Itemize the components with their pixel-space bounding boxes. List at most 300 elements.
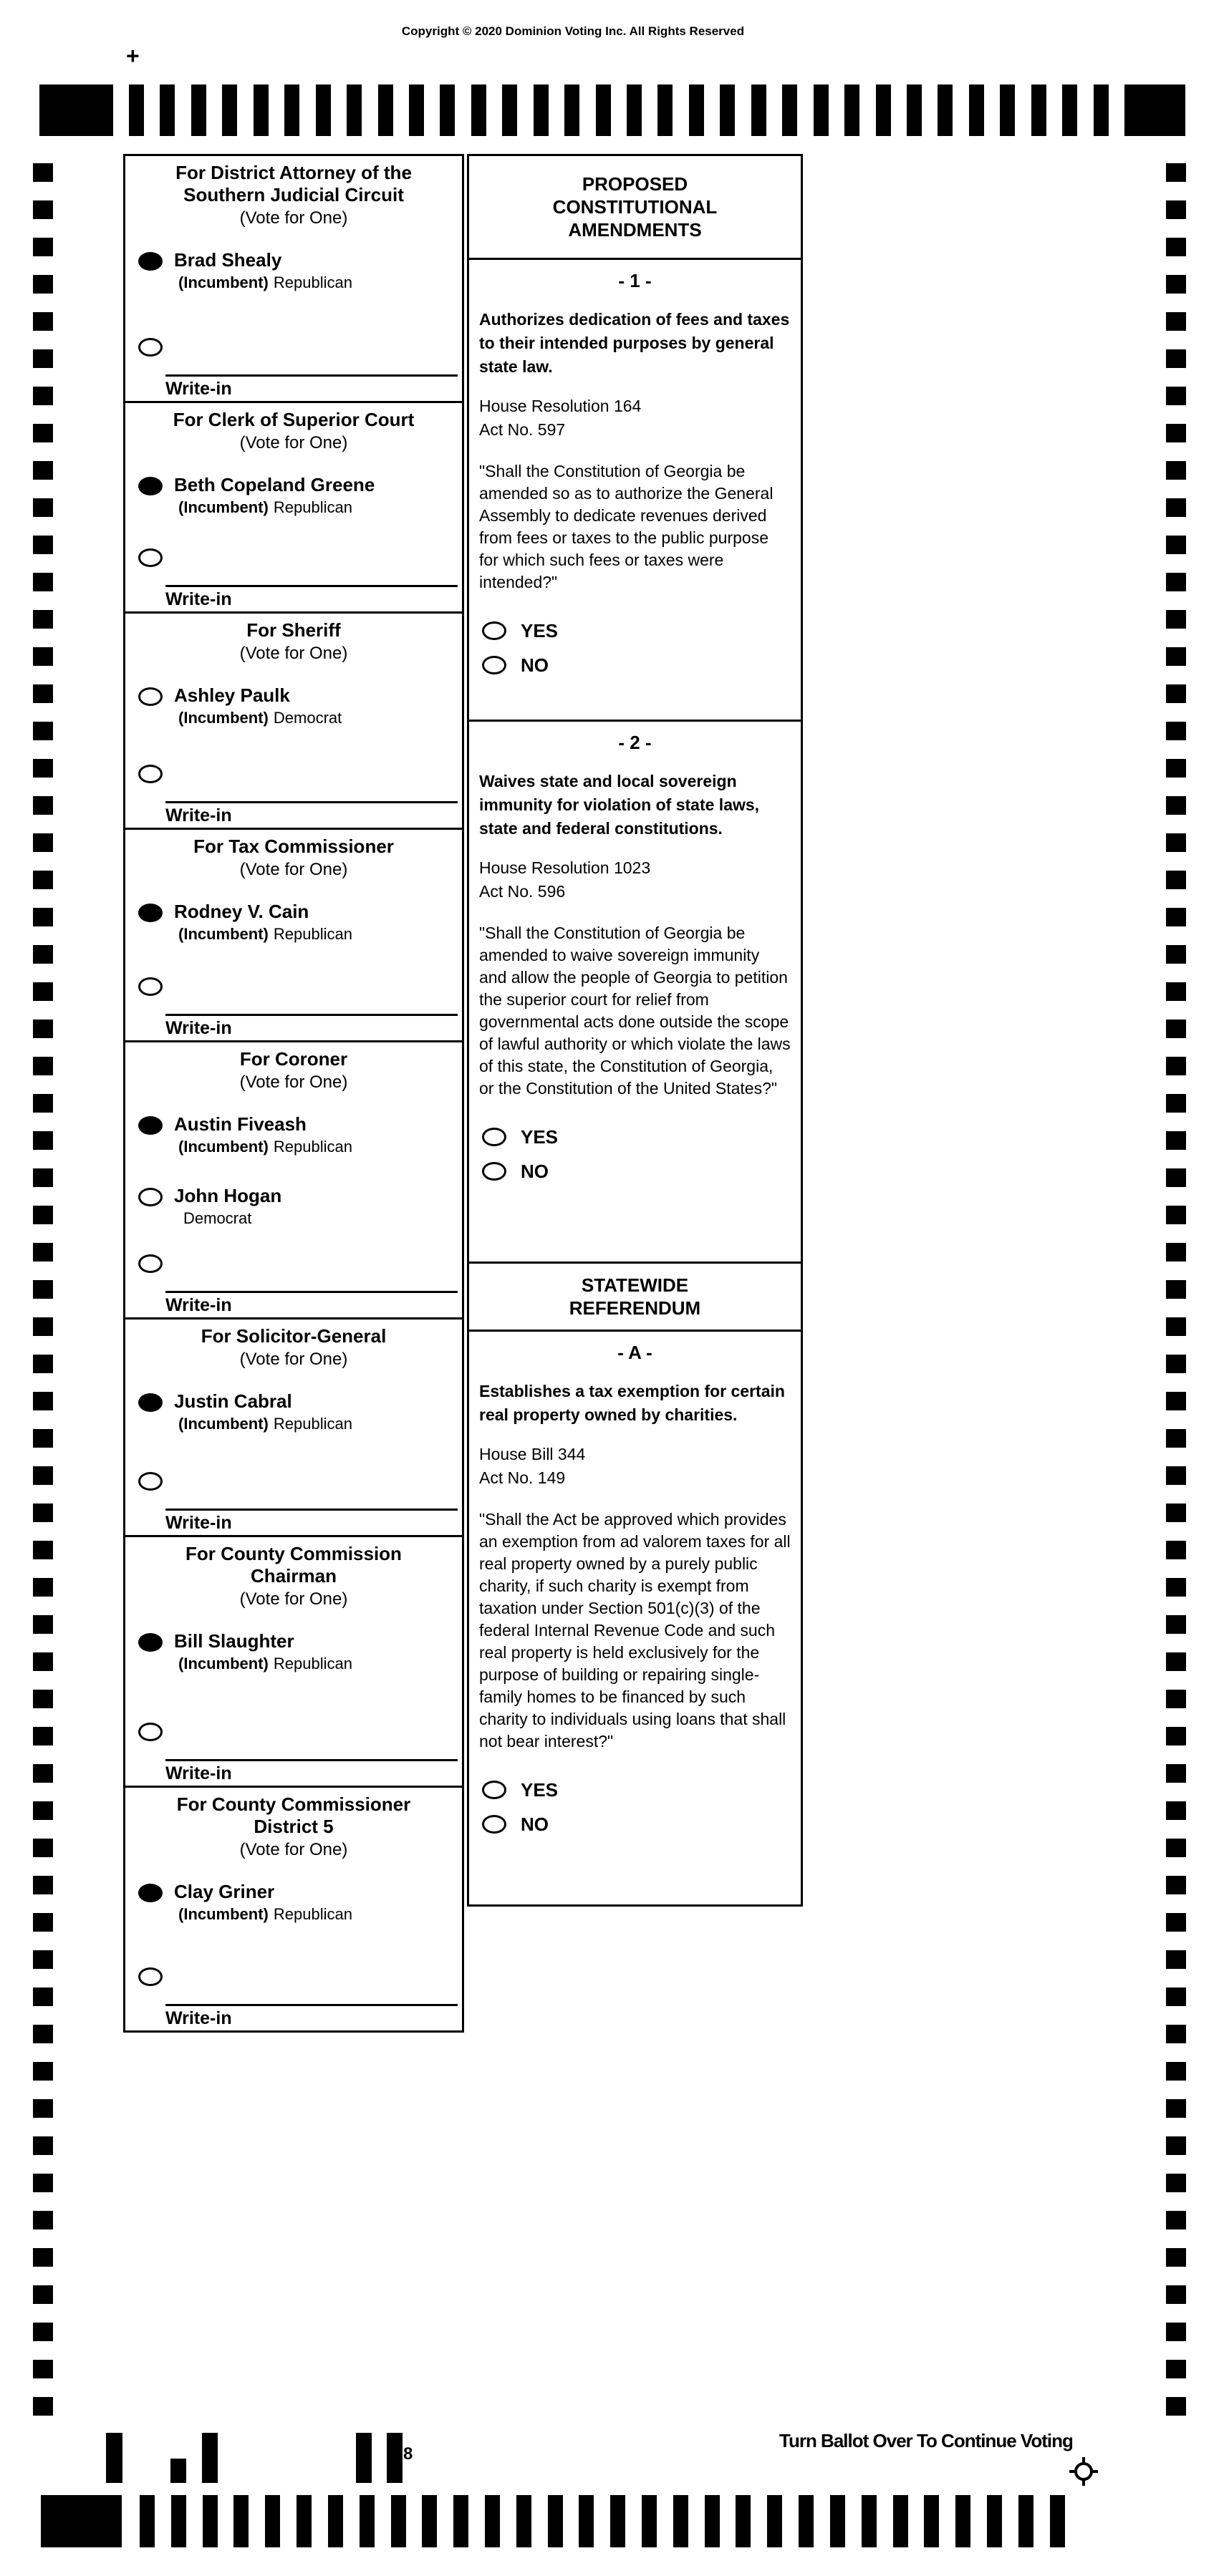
timing-mark xyxy=(1166,536,1186,554)
timing-mark xyxy=(33,1541,53,1559)
timing-mark xyxy=(1166,238,1186,256)
write-in-oval[interactable] xyxy=(138,1967,163,1986)
candidate-oval[interactable] xyxy=(138,687,163,706)
candidate-party: Democrat xyxy=(183,1209,252,1227)
timing-mark xyxy=(564,84,579,136)
timing-mark xyxy=(1094,84,1109,136)
timing-mark xyxy=(33,1950,53,1969)
timing-mark xyxy=(471,84,486,136)
barcode-bar xyxy=(170,2459,186,2483)
measure-number: - A - xyxy=(617,1342,652,1363)
measure-reference: House Bill 344 Act No. 149 xyxy=(479,1445,586,1487)
write-in-line[interactable] xyxy=(165,1291,458,1316)
no-label: NO xyxy=(521,1813,549,1835)
no-oval[interactable] xyxy=(482,656,506,674)
timing-mark xyxy=(33,1839,53,1857)
timing-mark xyxy=(534,84,549,136)
timing-mark xyxy=(33,871,53,889)
timing-mark xyxy=(360,2495,375,2547)
timing-mark xyxy=(1166,684,1186,703)
contest-coroner xyxy=(125,1042,462,1320)
timing-mark xyxy=(1166,498,1186,517)
vote-instruction: (Vote for One) xyxy=(239,1072,348,1092)
timing-mark xyxy=(378,84,393,136)
timing-mark xyxy=(33,238,53,256)
timing-mark xyxy=(1166,200,1186,219)
write-in-label: Write-in xyxy=(165,379,232,399)
timing-mark xyxy=(1166,1243,1186,1262)
contest-title: For County Commission Chairman xyxy=(185,1543,402,1587)
candidate-oval[interactable] xyxy=(138,477,163,495)
timing-mark xyxy=(1166,2323,1186,2341)
no-oval[interactable] xyxy=(482,1815,506,1834)
timing-mark xyxy=(955,2495,970,2547)
timing-mark xyxy=(705,2495,720,2547)
timing-mark xyxy=(657,84,673,136)
timing-marks xyxy=(129,84,1109,136)
timing-mark xyxy=(548,2495,563,2547)
yes-option xyxy=(482,1773,791,1807)
write-in-oval[interactable] xyxy=(138,338,163,357)
timing-mark xyxy=(1166,871,1186,889)
measure-question: "Shall the Act be approved which provides an exemption from ad valorem taxes for all real property owned by a purely public charity, if such charity is exempt from taxation under Section 501(c)(3) of the federal Internal Revenue Code and such real property is held exclusively for the purpose of building or repairing single-family homes to be financed by such charity to individuals using loans that shall not bear interest?" xyxy=(479,1510,791,1751)
timing-mark xyxy=(1166,1280,1186,1299)
candidate-oval[interactable] xyxy=(138,904,163,922)
timing-block xyxy=(39,84,113,136)
timing-mark xyxy=(33,610,53,629)
timing-mark xyxy=(610,2495,625,2547)
timing-mark xyxy=(893,2495,908,2547)
contest-title: For Sheriff xyxy=(246,619,341,641)
timing-mark xyxy=(191,84,206,136)
timing-mark xyxy=(33,722,53,740)
yes-option xyxy=(482,614,791,648)
timing-mark xyxy=(129,84,144,136)
timing-mark xyxy=(1031,84,1046,136)
write-in-line[interactable] xyxy=(165,585,458,610)
timing-mark xyxy=(814,84,829,136)
write-in-line[interactable] xyxy=(165,374,458,400)
timing-mark xyxy=(33,1429,53,1448)
timing-mark xyxy=(160,84,175,136)
measure-amendment-2 xyxy=(469,722,801,1264)
contest-title: For District Attorney of the Southern Judicial Circuit xyxy=(175,162,412,205)
timing-mark xyxy=(33,2099,53,2118)
statewide-referendum-header: STATEWIDE REFERENDUM xyxy=(469,1264,801,1332)
candidate-party: (Incumbent) Republican xyxy=(178,1655,352,1672)
timing-mark xyxy=(579,2495,594,2547)
write-in-label: Write-in xyxy=(165,1295,232,1315)
vote-instruction: (Vote for One) xyxy=(239,1840,348,1859)
write-in-label: Write-in xyxy=(165,1763,232,1783)
timing-mark xyxy=(33,684,53,703)
timing-mark xyxy=(1166,1578,1186,1597)
timing-mark xyxy=(1166,982,1186,1001)
timing-mark xyxy=(33,1168,53,1187)
timing-mark xyxy=(1166,2062,1186,2081)
timing-mark xyxy=(33,312,53,331)
candidate-party: (Incumbent) Republican xyxy=(178,925,352,943)
barcode-bar xyxy=(356,2433,372,2483)
contest-title: For Solicitor-General xyxy=(201,1325,387,1347)
contest-county-commission-chairman xyxy=(125,1537,462,1788)
timing-mark xyxy=(409,84,424,136)
timing-mark xyxy=(33,1206,53,1224)
timing-mark xyxy=(33,1504,53,1522)
timing-mark xyxy=(689,84,704,136)
contest-title: For Coroner xyxy=(239,1048,348,1070)
yes-oval[interactable] xyxy=(482,1781,506,1799)
timing-mark xyxy=(33,1280,53,1299)
write-in-label: Write-in xyxy=(165,589,232,609)
timing-mark xyxy=(1166,2025,1186,2043)
timing-mark xyxy=(1166,1504,1186,1522)
timing-mark xyxy=(736,2495,751,2547)
timing-mark xyxy=(1166,1541,1186,1559)
timing-mark xyxy=(1166,275,1186,294)
timing-mark xyxy=(33,1690,53,1708)
timing-mark xyxy=(265,2495,280,2547)
timing-mark xyxy=(254,84,269,136)
timing-mark xyxy=(1166,387,1186,405)
timing-mark xyxy=(297,2495,312,2547)
barcode-symbol: 8 xyxy=(403,2444,413,2464)
timing-mark xyxy=(1166,2285,1186,2304)
measure-reference: House Resolution 164 Act No. 597 xyxy=(479,397,642,439)
timing-mark xyxy=(33,163,53,182)
candidate-row xyxy=(138,1881,456,1924)
contest-district-attorney xyxy=(125,156,462,403)
candidate-row xyxy=(138,901,456,944)
measure-number: - 1 - xyxy=(618,270,652,291)
timing-mark xyxy=(33,2211,53,2229)
timing-mark xyxy=(33,1652,53,1671)
no-label: NO xyxy=(521,654,549,676)
timing-mark xyxy=(1166,1094,1186,1113)
write-in-line[interactable] xyxy=(165,1759,458,1784)
timing-mark xyxy=(33,1876,53,1894)
candidate-name: Clay Griner xyxy=(174,1881,275,1902)
timing-block xyxy=(41,2495,122,2547)
timing-mark xyxy=(1166,908,1186,926)
timing-mark xyxy=(1166,163,1186,182)
no-label: NO xyxy=(521,1160,549,1182)
no-oval[interactable] xyxy=(482,1162,506,1181)
timing-mark xyxy=(33,1020,53,1038)
vote-instruction: (Vote for One) xyxy=(239,1589,348,1609)
write-in-line[interactable] xyxy=(165,1509,458,1534)
candidate-oval[interactable] xyxy=(138,1116,163,1135)
timing-mark xyxy=(33,1094,53,1113)
contests-column xyxy=(123,154,464,2033)
timing-mark xyxy=(642,2495,657,2547)
timing-mark xyxy=(33,647,53,666)
timing-mark xyxy=(33,1466,53,1485)
timing-mark xyxy=(844,84,859,136)
timing-mark xyxy=(140,2495,155,2547)
timing-mark xyxy=(33,1392,53,1410)
contest-title: For Tax Commissioner xyxy=(193,836,394,857)
timing-mark xyxy=(33,1913,53,1932)
vote-instruction: (Vote for One) xyxy=(239,208,348,228)
timing-mark xyxy=(767,2495,782,2547)
candidate-row xyxy=(138,1390,456,1433)
candidate-party: (Incumbent) Republican xyxy=(178,1905,352,1923)
timing-mark xyxy=(751,84,766,136)
timing-mark xyxy=(502,84,517,136)
timing-mark xyxy=(33,1987,53,2006)
timing-mark xyxy=(1166,722,1186,740)
timing-mark xyxy=(33,275,53,294)
candidate-party: (Incumbent) Republican xyxy=(178,1138,352,1156)
timing-mark xyxy=(33,2248,53,2267)
candidate-oval[interactable] xyxy=(138,1884,163,1902)
timing-mark xyxy=(1050,2495,1065,2547)
timing-mark xyxy=(222,84,237,136)
candidate-row xyxy=(138,1113,456,1156)
timing-mark xyxy=(316,84,331,136)
timing-mark xyxy=(171,2495,186,2547)
proposed-amendments-header: PROPOSED CONSTITUTIONAL AMENDMENTS xyxy=(469,156,801,260)
timing-mark xyxy=(33,498,53,517)
timing-mark xyxy=(1062,84,1077,136)
timing-mark xyxy=(1166,647,1186,666)
write-in-oval[interactable] xyxy=(138,1723,163,1741)
timing-mark xyxy=(33,2323,53,2341)
contest-title: For County Commissioner District 5 xyxy=(176,1793,411,1837)
candidate-oval[interactable] xyxy=(138,1393,163,1412)
write-in-label: Write-in xyxy=(165,805,232,825)
contest-title: For Clerk of Superior Court xyxy=(173,409,415,430)
timing-mark xyxy=(33,982,53,1001)
timing-mark xyxy=(1166,759,1186,778)
timing-mark xyxy=(782,84,797,136)
candidate-row xyxy=(138,1630,456,1673)
timing-mark xyxy=(876,84,891,136)
timing-mark xyxy=(33,200,53,219)
write-in-label: Write-in xyxy=(165,2008,232,2028)
timing-mark xyxy=(33,833,53,852)
timing-mark-row-bottom xyxy=(41,2495,1065,2547)
candidate-oval[interactable] xyxy=(138,1188,163,1206)
write-in-oval[interactable] xyxy=(138,548,163,567)
candidate-name: Ashley Paulk xyxy=(174,684,290,706)
candidate-row xyxy=(138,1185,456,1228)
timing-mark xyxy=(33,796,53,815)
timing-mark xyxy=(1166,2136,1186,2155)
timing-marks xyxy=(140,2495,1065,2547)
timing-mark xyxy=(1166,1876,1186,1894)
timing-mark xyxy=(33,536,53,554)
timing-mark xyxy=(627,84,642,136)
candidate-party: (Incumbent) Republican xyxy=(178,1415,352,1433)
timing-mark xyxy=(1000,84,1015,136)
candidate-name: Beth Copeland Greene xyxy=(174,474,375,495)
timing-mark xyxy=(1166,2211,1186,2229)
candidate-oval[interactable] xyxy=(138,1633,163,1652)
vote-instruction: (Vote for One) xyxy=(239,1350,348,1369)
measure-number: - 2 - xyxy=(618,732,652,753)
candidate-row xyxy=(138,684,456,727)
timing-mark xyxy=(1166,1317,1186,1336)
timing-mark xyxy=(33,2174,53,2192)
contest-sheriff xyxy=(125,614,462,830)
candidate-oval[interactable] xyxy=(138,252,163,271)
timing-mark xyxy=(1166,1131,1186,1150)
contest-clerk-superior-court xyxy=(125,403,462,614)
timing-mark xyxy=(938,84,953,136)
candidate-party: (Incumbent) Republican xyxy=(178,498,352,516)
timing-mark xyxy=(1166,1913,1186,1932)
yes-oval[interactable] xyxy=(482,621,506,640)
vote-instruction: (Vote for One) xyxy=(239,860,348,879)
timing-mark xyxy=(1166,1020,1186,1038)
registration-target-icon xyxy=(1069,2457,1098,2486)
candidate-name: Austin Fiveash xyxy=(174,1113,307,1135)
timing-mark xyxy=(422,2495,437,2547)
timing-mark xyxy=(1166,2248,1186,2267)
timing-mark xyxy=(328,2495,343,2547)
measure-reference: House Resolution 1023 Act No. 596 xyxy=(479,858,651,901)
timing-mark xyxy=(33,908,53,926)
vote-instruction: (Vote for One) xyxy=(239,644,348,663)
write-in-line[interactable] xyxy=(165,1014,458,1039)
timing-mark xyxy=(1166,833,1186,852)
timing-mark xyxy=(33,461,53,480)
timing-mark xyxy=(1166,1839,1186,1857)
timing-mark xyxy=(1166,1652,1186,1671)
measure-question: "Shall the Constitution of Georgia be amended to waive sovereign immunity and allow the people of Georgia to petition the superior court for relief from governmental acts done outside the scope of lawful authority or which violate the laws of this state, the Constitution of Georgia, or the Constitution of the United States?" xyxy=(479,924,791,1098)
timing-mark xyxy=(33,424,53,442)
timing-mark-column-left xyxy=(33,163,53,2416)
barcode-bar xyxy=(106,2433,122,2483)
timing-mark xyxy=(924,2495,939,2547)
timing-mark xyxy=(33,1578,53,1597)
timing-mark xyxy=(969,84,984,136)
write-in-oval[interactable] xyxy=(138,1254,163,1273)
timing-mark xyxy=(1166,349,1186,368)
copyright-notice: Copyright © 2020 Dominion Voting Inc. All Rights Reserved xyxy=(401,24,745,38)
timing-mark xyxy=(33,1727,53,1745)
no-option xyxy=(482,1807,791,1841)
timing-mark xyxy=(391,2495,406,2547)
timing-mark xyxy=(987,2495,1002,2547)
timing-mark xyxy=(1166,461,1186,480)
timing-mark xyxy=(33,759,53,778)
candidate-name: Justin Cabral xyxy=(174,1390,292,1412)
barcode-bar xyxy=(387,2433,403,2483)
timing-mark xyxy=(1166,1987,1186,2006)
timing-mark xyxy=(33,2397,53,2416)
contest-county-commissioner-district-5 xyxy=(125,1788,462,2030)
timing-mark xyxy=(1166,796,1186,815)
write-in-label: Write-in xyxy=(165,1513,232,1533)
timing-mark xyxy=(33,2062,53,2081)
timing-mark xyxy=(33,1615,53,1634)
timing-mark xyxy=(1166,2174,1186,2192)
timing-mark xyxy=(485,2495,500,2547)
measure-summary: Establishes a tax exemption for certain real property owned by charities. xyxy=(479,1382,785,1424)
contest-tax-commissioner xyxy=(125,830,462,1042)
timing-mark xyxy=(1166,2397,1186,2416)
timing-block xyxy=(1124,84,1185,136)
yes-label: YES xyxy=(521,1125,559,1148)
timing-mark xyxy=(233,2495,249,2547)
candidate-row xyxy=(138,249,456,292)
timing-mark xyxy=(720,84,735,136)
candidate-name: John Hogan xyxy=(174,1185,282,1206)
timing-mark xyxy=(440,84,455,136)
candidate-name: Brad Shealy xyxy=(174,249,282,271)
vote-instruction: (Vote for One) xyxy=(239,433,348,452)
write-in-oval[interactable] xyxy=(138,765,163,783)
registration-plus-icon: + xyxy=(126,43,140,69)
candidate-name: Rodney V. Cain xyxy=(174,901,309,922)
timing-mark xyxy=(1166,1429,1186,1448)
yes-label: YES xyxy=(521,1778,559,1801)
timing-mark xyxy=(1166,1466,1186,1485)
timing-mark xyxy=(1166,1615,1186,1634)
candidate-name: Bill Slaughter xyxy=(174,1630,294,1652)
timing-mark xyxy=(907,84,922,136)
timing-mark xyxy=(33,2285,53,2304)
measure-amendment-1 xyxy=(469,260,801,722)
measure-summary: Authorizes dedication of fees and taxes to their intended purposes by general state law. xyxy=(479,310,790,376)
timing-mark xyxy=(33,1355,53,1373)
measure-summary: Waives state and local sovereign immunity for violation of state laws, state and federal constitutions. xyxy=(479,772,760,838)
ballot-footer-instruction: Turn Ballot Over To Continue Voting xyxy=(779,2430,1073,2451)
measures-column xyxy=(467,154,803,1907)
timing-mark xyxy=(1166,1355,1186,1373)
timing-mark xyxy=(1166,1057,1186,1075)
timing-mark xyxy=(673,2495,688,2547)
timing-mark xyxy=(1166,1727,1186,1745)
timing-mark xyxy=(203,2495,218,2547)
timing-mark xyxy=(33,2360,53,2378)
no-option xyxy=(482,1154,791,1188)
yes-label: YES xyxy=(521,619,559,641)
write-in-oval[interactable] xyxy=(138,1472,163,1491)
timing-mark xyxy=(33,1317,53,1336)
timing-mark xyxy=(33,1764,53,1783)
yes-oval[interactable] xyxy=(482,1128,506,1146)
timing-mark xyxy=(1166,1690,1186,1708)
timing-mark-row-top xyxy=(39,84,1185,136)
write-in-oval[interactable] xyxy=(138,977,163,996)
timing-mark xyxy=(1166,573,1186,591)
timing-mark xyxy=(1166,1392,1186,1410)
timing-mark xyxy=(33,1243,53,1262)
timing-mark xyxy=(1166,1764,1186,1783)
timing-mark xyxy=(453,2495,468,2547)
measure-question: "Shall the Constitution of Georgia be amended so as to authorize the General Assembly to dedicate revenues derived from fees or taxes to the public purpose for which such fees or taxes were intended?" xyxy=(479,462,774,591)
write-in-line[interactable] xyxy=(165,801,458,826)
timing-mark xyxy=(33,1057,53,1075)
barcode-bar xyxy=(202,2433,218,2483)
timing-mark xyxy=(862,2495,877,2547)
timing-mark xyxy=(1166,610,1186,629)
yes-option xyxy=(482,1120,791,1154)
timing-mark xyxy=(1166,1801,1186,1820)
timing-mark xyxy=(1166,424,1186,442)
timing-mark xyxy=(1166,2099,1186,2118)
candidate-party: (Incumbent) Democrat xyxy=(178,709,342,727)
timing-mark xyxy=(33,2025,53,2043)
write-in-label: Write-in xyxy=(165,1018,232,1038)
write-in-line[interactable] xyxy=(165,2004,458,2029)
measure-referendum-a xyxy=(469,1332,801,1904)
timing-mark xyxy=(1166,945,1186,964)
